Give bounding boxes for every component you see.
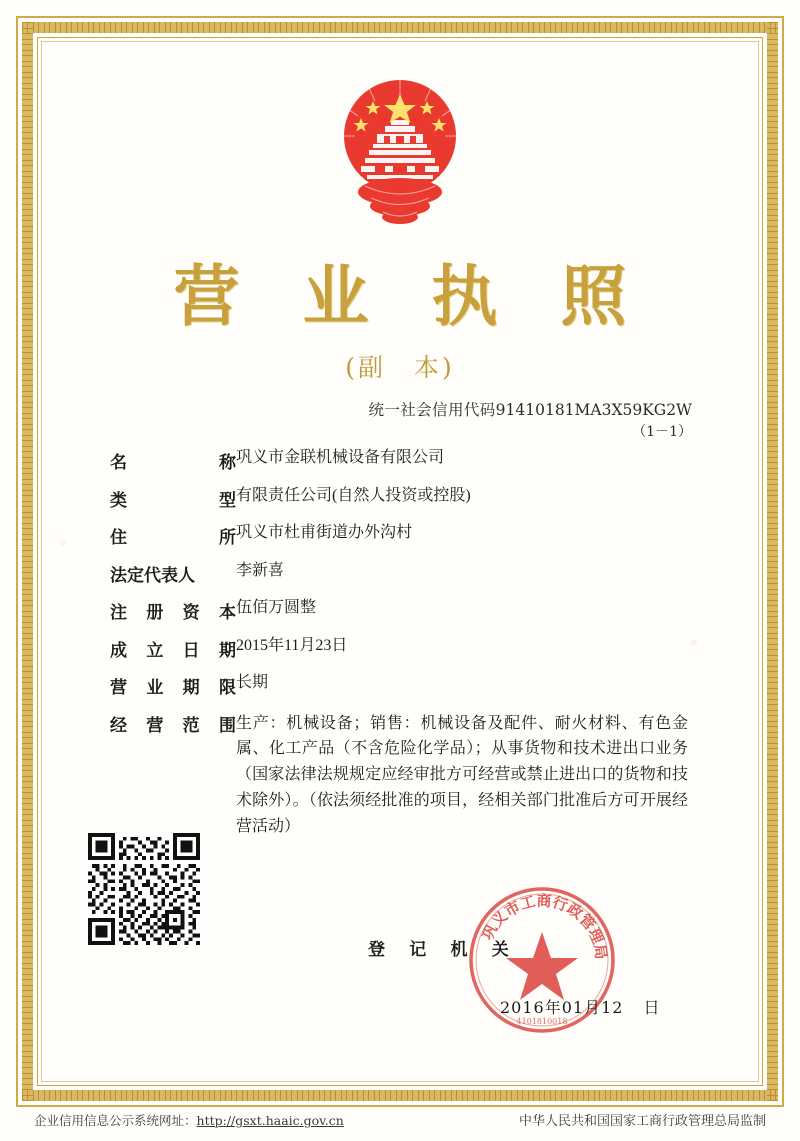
field-row-type <box>110 486 690 511</box>
field-label-char: 型 <box>219 490 236 510</box>
field-row-legal-representative <box>110 561 690 586</box>
field-value: 生产：机械设备；销售：机械设备及配件、耐火材料、有色金属、化工产品（不含危险化学品）；从事货物和技术进出口业务（国家法律法规规定应经审批方可经营或禁止进出口的货物和技术除外）。（依法须经批准的项目，经相关部门批准后方可开展经营活动） <box>236 714 688 836</box>
svg-text:巩: 巩 <box>478 921 502 944</box>
field-label-char: 成 <box>110 640 127 660</box>
field-label <box>110 673 236 698</box>
document-title: 营 业 执 照 <box>173 257 647 335</box>
field-row-name <box>110 448 690 473</box>
field-row-registered-capital <box>110 598 690 623</box>
national-emblem-icon <box>305 74 495 234</box>
field-label-char: 日 <box>182 640 200 660</box>
svg-text:管: 管 <box>575 910 599 934</box>
field-label-char: 期 <box>218 640 236 660</box>
field-label <box>110 636 236 661</box>
border-pattern-top <box>22 22 778 33</box>
field-label <box>110 598 236 623</box>
field-label-char: 期 <box>182 678 200 697</box>
footer-left-label: 企业信用信息公示系统网址： <box>34 1114 197 1128</box>
border-pattern-left <box>22 22 33 1101</box>
footer-credit-system <box>34 1111 344 1129</box>
field-value: 巩义市金联机械设备有限公司 <box>236 449 445 466</box>
month-unit: 月 <box>584 1000 602 1017</box>
field-label-char: 册 <box>146 603 164 622</box>
issue-date <box>500 995 660 1018</box>
field-label-char: 所 <box>219 528 236 547</box>
footer-issuer: 中华人民共和国国家工商行政管理总局监制 <box>518 1113 766 1128</box>
field-label-char: 业 <box>146 678 164 697</box>
page-index: （1－1） <box>632 424 692 440</box>
field-label-char: 住 <box>110 528 127 547</box>
field-label-char: 注 <box>110 603 127 622</box>
svg-text:4101810018: 4101810018 <box>516 1017 568 1026</box>
registry-authority-label: 登 记 机 关 <box>368 940 519 959</box>
field-value: 长期 <box>236 674 269 691</box>
field-value: 伍佰万圆整 <box>236 599 317 616</box>
field-label <box>110 448 236 473</box>
svg-text:行: 行 <box>550 893 571 915</box>
field-label-char: 围 <box>218 715 236 735</box>
field-label-char: 经 <box>110 715 127 735</box>
field-row-address <box>110 523 690 548</box>
field-label-char: 立 <box>146 640 164 660</box>
field-label <box>110 561 236 586</box>
field-row-business-scope <box>110 711 690 841</box>
field-row-establishment-date <box>110 636 690 661</box>
field-label-char: 限 <box>218 678 236 697</box>
svg-text:理: 理 <box>584 925 608 947</box>
field-label-char: 范 <box>182 715 200 735</box>
field-label <box>110 711 236 736</box>
business-license-qr-code[interactable] <box>88 833 200 945</box>
day-unit: 日 <box>643 1000 661 1017</box>
field-label-char: 称 <box>219 453 236 472</box>
credit-code-value: 91410181MA3X59KG2W <box>495 401 692 419</box>
field-value: 有限责任公司(自然人投资或控股) <box>236 486 471 504</box>
field-label-char: 营 <box>110 678 127 697</box>
year-unit: 年 <box>544 1000 562 1017</box>
footer-left-url[interactable]: http://gsxt.haaic.gov.cn <box>196 1113 344 1128</box>
field-label-char: 法定代表人 <box>110 565 195 585</box>
svg-text:商: 商 <box>536 891 552 911</box>
field-label-char: 本 <box>218 603 236 622</box>
border-pattern-bottom <box>22 1090 778 1101</box>
svg-text:义: 义 <box>487 907 512 931</box>
field-value: 巩义市杜甫街道办外沟村 <box>236 524 413 541</box>
field-row-business-term <box>110 673 690 698</box>
field-label <box>110 523 236 548</box>
credit-code-label: 统一社会信用代码 <box>368 402 496 419</box>
svg-text:局: 局 <box>590 943 611 961</box>
document-subtitle: (副 本) <box>345 353 455 382</box>
field-label-char: 资 <box>182 603 200 622</box>
field-value: 李新喜 <box>236 561 285 579</box>
field-label-char: 营 <box>146 715 164 735</box>
issue-day: 12 <box>601 998 624 1017</box>
issue-month: 01 <box>561 998 585 1017</box>
svg-text:工: 工 <box>518 892 538 914</box>
credit-code-line <box>368 398 692 420</box>
svg-text:政: 政 <box>563 899 587 923</box>
border-pattern-right <box>767 22 778 1101</box>
field-value: 2015年11月23日 <box>236 636 348 654</box>
issue-year: 2016 <box>500 998 545 1017</box>
svg-text:市: 市 <box>501 897 524 921</box>
field-label-char: 名 <box>110 453 127 472</box>
license-fields <box>110 448 690 853</box>
field-label-char: 类 <box>110 490 127 510</box>
field-label <box>110 486 236 511</box>
